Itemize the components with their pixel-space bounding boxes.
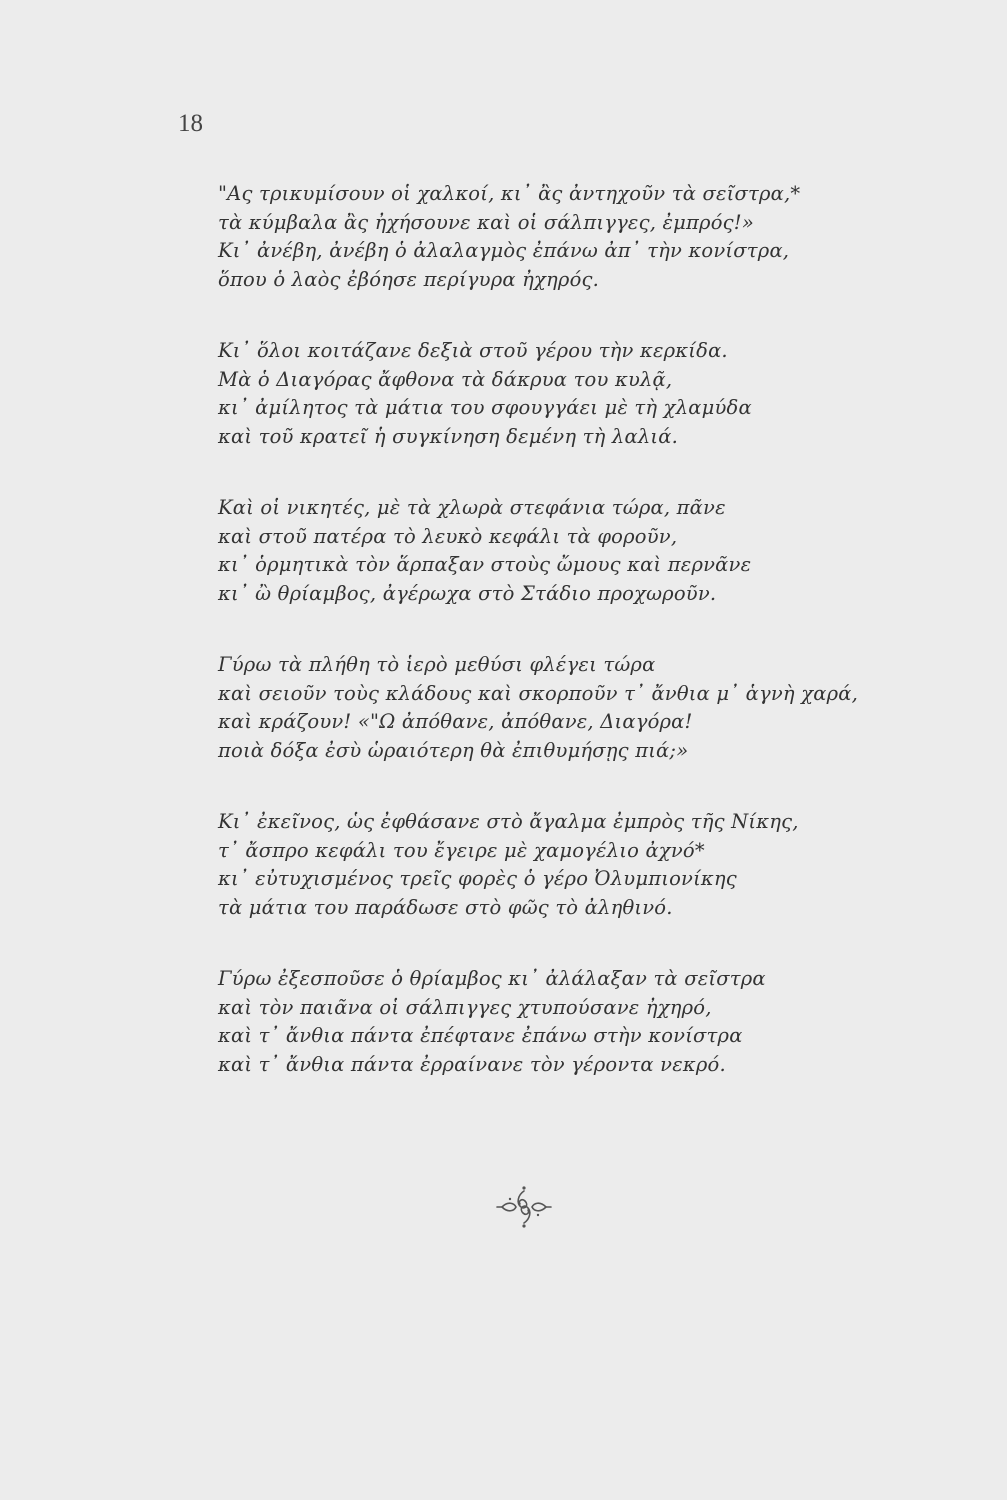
verse-line: κι᾽ ὢ θρίαμβος, ἀγέρωχα στὸ Στάδιο προχωροῦν.: [218, 581, 717, 605]
verse-line: Κι᾽ ὅλοι κοιτάζανε δεξιὰ στοῦ γέρου τὴν κερκίδα.: [218, 339, 728, 362]
floral-ornament-icon: [494, 1185, 554, 1229]
verse-line: καὶ σειοῦν τοὺς κλάδους καὶ σκορποῦν τ᾽ ἄνθια μ᾽ ἁγνὴ χαρά,: [218, 681, 859, 705]
verse-line: καὶ τ᾽ ἄνθια πάντα ἐπέφτανε ἐπάνω στὴν κονίστρα: [218, 1024, 743, 1047]
verse-line: Κι᾽ ἐκεῖνος, ὡς ἐφθάσανε στὸ ἄγαλμα ἐμπρὸς τῆς Νίκης,: [218, 810, 799, 833]
stanza: [218, 808, 918, 922]
verse-line: ποιὰ δόξα ἐσὺ ὡραιότερη θὰ ἐπιθυμήσῃς πιά;»: [218, 738, 689, 762]
stanza: [218, 180, 918, 294]
verse-line: Γύρω τὰ πλήθη τὸ ἱερὸ μεθύσι φλέγει τώρα: [218, 653, 656, 676]
verse-line: Μὰ ὁ Διαγόρας ἄφθονα τὰ δάκρυα του κυλᾷ,: [218, 367, 673, 391]
stanza: [218, 965, 918, 1079]
verse-line: καὶ τ᾽ ἄνθια πάντα ἐρραίνανε τὸν γέροντα νεκρό.: [218, 1052, 726, 1076]
verse-line: καὶ τὸν παιᾶνα οἱ σάλπιγγες χτυπούσανε ἠχηρό,: [218, 995, 712, 1019]
stanza: [218, 337, 918, 451]
stanza: [218, 651, 918, 765]
verse-line: Γύρω ἐξεσποῦσε ὁ θρίαμβος κι᾽ ἀλάλαξαν τὰ σεῖστρα: [218, 967, 766, 990]
verse-line: τὰ μάτια του παράδωσε στὸ φῶς τὸ ἀληθινό.: [218, 895, 673, 919]
verse-line: κι᾽ ἀμίλητος τὰ μάτια του σφουγγάει μὲ τὴ χλαμύδα: [218, 396, 752, 419]
verse-line: κι᾽ ὁρμητικὰ τὸν ἅρπαξαν στοὺς ὤμους καὶ περνᾶνε: [218, 553, 752, 576]
verse-line: Καὶ οἱ νικητές, μὲ τὰ χλωρὰ στεφάνια τώρα, πᾶνε: [218, 496, 726, 519]
verse-line: καὶ κράζουν! «"Ω ἀπόθανε, ἀπόθανε, Διαγόρα!: [218, 710, 693, 733]
verse-line: τ᾽ ἄσπρο κεφάλι του ἔγειρε μὲ χαμογέλιο ἀχνό*: [218, 838, 705, 862]
poem: [218, 180, 918, 1122]
verse-line: Κι᾽ ἀνέβη, ἀνέβη ὁ ἀλαλαγμὸς ἐπάνω ἀπ᾽ τὴν κονίστρα,: [218, 239, 790, 262]
page-number: 18: [178, 110, 203, 137]
verse-line: "Ας τρικυμίσουν οἱ χαλκοί, κι᾽ ἂς ἀντηχοῦν τὰ σεῖστρα,*: [218, 182, 801, 205]
verse-line: καὶ τοῦ κρατεῖ ἡ συγκίνηση δεμένη τὴ λαλιά.: [218, 424, 679, 448]
verse-line: τὰ κύμβαλα ἂς ἠχήσουνε καὶ οἱ σάλπιγγες, ἐμπρός!»: [218, 210, 754, 234]
verse-line: καὶ στοῦ πατέρα τὸ λευκὸ κεφάλι τὰ φοροῦν,: [218, 524, 678, 548]
verse-line: κι᾽ εὐτυχισμένος τρεῖς φορὲς ὁ γέρο Ὀλυμπιονίκης: [218, 867, 737, 890]
stanza: [218, 494, 918, 608]
verse-line: ὅπου ὁ λαὸς ἐβόησε περίγυρα ἠχηρός.: [218, 267, 600, 291]
